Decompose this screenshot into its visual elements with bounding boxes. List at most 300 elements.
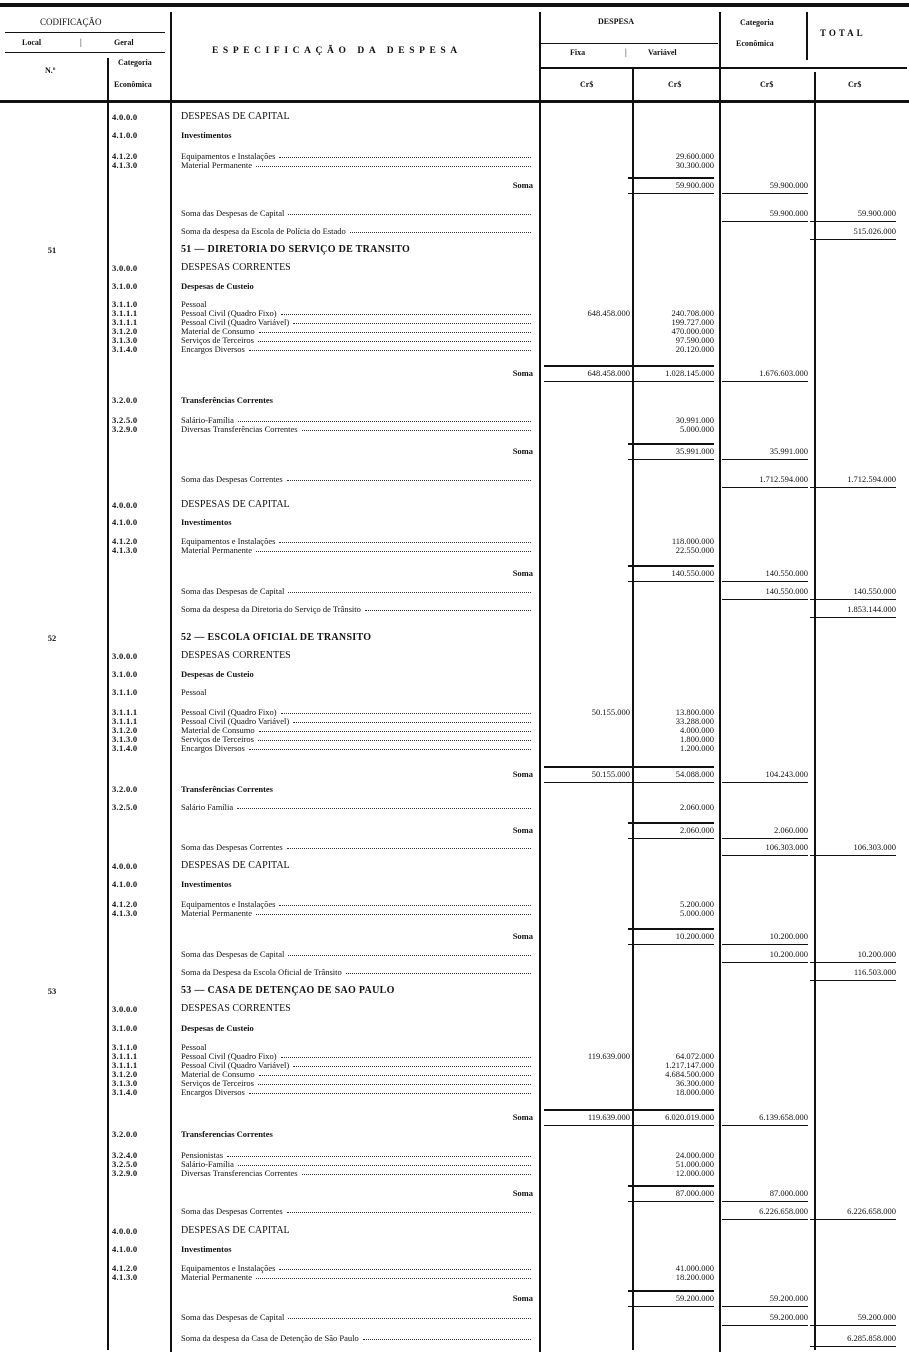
leader-dots	[258, 734, 531, 741]
table-row	[0, 604, 909, 614]
row-description-text: Equipamentos e Instalações	[181, 1263, 276, 1273]
leader-dots	[346, 967, 531, 974]
row-code: 3.1.0.0	[112, 281, 138, 291]
table-row	[0, 669, 909, 679]
row-description	[181, 879, 533, 889]
row-code: 3.2.5.0	[112, 415, 138, 425]
value-total: 59.200.000	[810, 1312, 896, 1326]
row-description	[181, 208, 533, 218]
row-description-text: Pessoal	[181, 299, 207, 309]
table-row	[0, 986, 909, 996]
table-row	[0, 446, 909, 456]
leader-dots	[259, 1069, 531, 1076]
row-description	[181, 669, 533, 679]
row-description-text: Serviços de Terceiros	[181, 335, 254, 345]
row-description-text: Salário-Família	[181, 1159, 234, 1169]
table-row	[0, 424, 909, 434]
value-categoria: 87.000.000	[722, 1188, 808, 1202]
row-description-text: Salário Família	[181, 802, 234, 812]
leader-dots	[259, 725, 531, 732]
row-code: 3.2.9.0	[112, 1168, 138, 1178]
header-local: Local	[22, 38, 42, 47]
row-description-text: Soma da despesa da Escola de Polícia do Estado	[181, 226, 346, 236]
row-code: 3.1.2.0	[112, 326, 138, 336]
table-row	[0, 687, 909, 697]
value-variavel: 29.600.000	[675, 151, 714, 161]
table-row	[0, 344, 909, 354]
row-description	[181, 1129, 533, 1139]
row-description	[181, 842, 533, 852]
table-row	[0, 474, 909, 484]
value-fixa: 50.155.000	[591, 707, 630, 717]
value-categoria: 1.712.594.000	[722, 474, 808, 488]
header-numero: N.º	[45, 66, 56, 75]
row-description-text: Pessoal Civil (Quadro Variável)	[181, 716, 290, 726]
row-description-text: Investimentos	[181, 1244, 232, 1254]
row-description-text: 53 — CASA DE DETENÇÃO DE SÃO PAULO	[181, 986, 395, 996]
row-description-text: Investimentos	[181, 130, 232, 140]
row-description	[181, 1188, 533, 1198]
table-row	[0, 967, 909, 977]
leader-dots	[279, 151, 531, 158]
row-description-text: Soma das Despesas de Capital	[181, 208, 285, 218]
row-code: 3.0.0.0	[112, 1004, 138, 1014]
value-variavel: 36.300.000	[675, 1078, 714, 1088]
row-description-text: Soma das Despesas Correntes	[181, 1206, 283, 1216]
leader-dots	[293, 317, 531, 324]
row-description-text: Salário-Família	[181, 415, 234, 425]
value-variavel: 20.120.000	[675, 344, 714, 354]
leader-dots	[288, 208, 531, 215]
table-row	[0, 568, 909, 578]
table-row	[0, 931, 909, 941]
table-row	[0, 281, 909, 291]
value-variavel: 64.072.000	[675, 1051, 714, 1061]
leader-dots	[238, 1159, 531, 1166]
value-fixa: 648.458.000	[544, 365, 630, 382]
row-code: 4.1.2.0	[112, 151, 138, 161]
value-variavel: 33.288.000	[675, 716, 714, 726]
row-code: 4.1.2.0	[112, 899, 138, 909]
leader-dots	[281, 308, 531, 315]
table-row	[0, 1129, 909, 1139]
value-variavel: 30.991.000	[675, 415, 714, 425]
value-categoria: 140.550.000	[722, 586, 808, 600]
leader-dots	[237, 802, 531, 809]
row-description	[181, 180, 533, 190]
row-description-text: Despesas de Custeio	[181, 1023, 254, 1033]
table-row	[0, 517, 909, 527]
value-variavel: 118.000.000	[671, 536, 714, 546]
leader-dots	[258, 335, 531, 342]
leader-dots	[238, 415, 531, 422]
table-row	[0, 545, 909, 555]
row-code: 4.1.3.0	[112, 1272, 138, 1282]
row-description	[181, 160, 533, 170]
row-description	[181, 500, 533, 510]
table-row	[0, 825, 909, 835]
row-description-text: Soma	[512, 1112, 533, 1122]
row-description-text: Material Permanente	[181, 908, 253, 918]
row-description-text: Soma	[512, 931, 533, 941]
table-row	[0, 245, 909, 255]
table-row	[0, 1312, 909, 1322]
header-bottom-rule	[0, 100, 909, 103]
value-variavel: 24.000.000	[675, 1150, 714, 1160]
row-description	[181, 517, 533, 527]
header-separator: |	[625, 47, 627, 57]
row-description	[181, 474, 533, 484]
row-description	[181, 1168, 533, 1178]
row-description	[181, 1244, 533, 1254]
row-number: 53	[47, 986, 57, 996]
table-row	[0, 651, 909, 661]
row-description-text: Soma	[512, 368, 533, 378]
row-description-text: Material de Consumo	[181, 1069, 255, 1079]
value-categoria: 6.139.658.000	[722, 1112, 808, 1126]
value-categoria: 1.676.603.000	[722, 368, 808, 382]
table-row	[0, 180, 909, 190]
row-description	[181, 1293, 533, 1303]
value-variavel: 1.200.000	[680, 743, 714, 753]
value-fixa: 648.458.000	[587, 308, 630, 318]
row-code: 3.1.4.0	[112, 1087, 138, 1097]
value-categoria: 59.200.000	[722, 1293, 808, 1307]
header-despesa: DESPESA	[598, 17, 635, 26]
row-description	[181, 931, 533, 941]
row-code: 3.1.1.1	[112, 317, 138, 327]
row-description-text: Serviços de Terceiros	[181, 1078, 254, 1088]
value-total: 10.200.000	[810, 949, 896, 963]
row-description-text: Equipamentos e Instalações	[181, 899, 276, 909]
row-description-text: Pessoal	[181, 1042, 207, 1052]
leader-dots	[281, 1051, 531, 1058]
value-categoria: 10.200.000	[722, 931, 808, 945]
row-code: 3.0.0.0	[112, 263, 138, 273]
row-description	[181, 586, 533, 596]
row-description-text: DESPESAS CORRENTES	[181, 651, 291, 661]
row-description-text: Diversas Transferencias Correntes	[181, 1168, 298, 1178]
leader-dots	[302, 1168, 531, 1175]
leader-dots	[259, 326, 531, 333]
leader-dots	[279, 899, 531, 906]
row-description-text: Investimentos	[181, 517, 232, 527]
row-description	[181, 1226, 533, 1236]
table-row	[0, 769, 909, 779]
value-variavel: 12.000.000	[675, 1168, 714, 1178]
row-description-text: Pessoal Civil (Quadro Variável)	[181, 1060, 290, 1070]
row-code: 3.0.0.0	[112, 651, 138, 661]
value-total: 1.712.594.000	[810, 474, 896, 488]
row-description-text: Material Permanente	[181, 160, 253, 170]
row-description-text: Material Permanente	[181, 1272, 253, 1282]
leader-dots	[279, 536, 531, 543]
row-description	[181, 344, 533, 354]
rule	[5, 52, 165, 53]
value-total: 140.550.000	[810, 586, 896, 600]
row-description	[181, 226, 533, 236]
leader-dots	[293, 1060, 531, 1067]
row-code: 3.1.2.0	[112, 725, 138, 735]
rule	[540, 67, 907, 69]
header-categoria-economica: Econômica	[736, 39, 774, 48]
row-description-text: DESPESAS DE CAPITAL	[181, 500, 290, 510]
row-code: 3.1.4.0	[112, 743, 138, 753]
row-code: 3.1.0.0	[112, 1023, 138, 1033]
leader-dots	[249, 344, 531, 351]
row-code: 3.1.1.1	[112, 308, 138, 318]
row-code: 3.2.0.0	[112, 395, 138, 405]
row-description	[181, 687, 533, 697]
value-variavel: 41.000.000	[675, 1263, 714, 1273]
leader-dots	[279, 1263, 531, 1270]
value-variavel: 54.088.000	[628, 766, 714, 783]
row-description-text: Material Permanente	[181, 545, 253, 555]
table-row	[0, 1293, 909, 1303]
rule	[5, 32, 165, 33]
row-description	[181, 769, 533, 779]
row-description	[181, 908, 533, 918]
row-description	[181, 1004, 533, 1014]
table-row	[0, 263, 909, 273]
row-description-text: DESPESAS CORRENTES	[181, 1004, 291, 1014]
row-code: 3.1.3.0	[112, 335, 138, 345]
row-code: 4.0.0.0	[112, 1226, 138, 1236]
row-code: 3.2.4.0	[112, 1150, 138, 1160]
value-variavel: 2.060.000	[628, 822, 714, 839]
value-categoria: 140.550.000	[722, 568, 808, 582]
header-especificacao: ESPECIFICAÇÃO DA DESPESA	[212, 46, 462, 56]
row-code: 3.1.1.0	[112, 1042, 138, 1052]
value-total: 116.503.000	[810, 967, 896, 981]
leader-dots	[249, 1087, 531, 1094]
currency-variavel: Cr$	[668, 80, 682, 89]
row-description-text: Investimentos	[181, 879, 232, 889]
table-row	[0, 842, 909, 852]
row-description	[181, 1023, 533, 1033]
value-variavel: 5.000.000	[680, 908, 714, 918]
row-number: 51	[47, 245, 57, 255]
value-categoria: 59.900.000	[722, 180, 808, 194]
row-description-text: 51 — DIRETORIA DO SERVIÇO DE TRANSITO	[181, 245, 411, 255]
table-row	[0, 1226, 909, 1236]
value-fixa: 119.639.000	[587, 1051, 630, 1061]
leader-dots	[287, 1206, 531, 1213]
row-description	[181, 861, 533, 871]
table-row	[0, 1168, 909, 1178]
header-separator: |	[80, 37, 82, 47]
value-variavel: 97.590.000	[675, 335, 714, 345]
currency-fixa: Cr$	[580, 80, 594, 89]
leader-dots	[288, 1312, 531, 1319]
leader-dots	[256, 908, 531, 915]
row-description-text: Soma	[512, 825, 533, 835]
value-variavel: 59.200.000	[628, 1290, 714, 1307]
leader-dots	[365, 604, 531, 611]
value-categoria: 35.991.000	[722, 446, 808, 460]
row-code: 3.1.2.0	[112, 1069, 138, 1079]
value-categoria: 59.900.000	[722, 208, 808, 222]
table-row	[0, 586, 909, 596]
table-row	[0, 500, 909, 510]
row-description	[181, 1333, 533, 1343]
row-code: 3.1.1.1	[112, 1051, 138, 1061]
leader-dots	[288, 586, 531, 593]
row-code: 3.2.0.0	[112, 784, 138, 794]
table-row	[0, 1272, 909, 1282]
currency-categoria: Cr$	[760, 80, 774, 89]
value-variavel: 87.000.000	[628, 1185, 714, 1202]
value-categoria: 104.243.000	[722, 769, 808, 783]
header-codificacao: CODIFICAÇÃO	[40, 17, 102, 27]
row-code: 3.1.1.1	[112, 716, 138, 726]
value-variavel: 30.300.000	[675, 160, 714, 170]
header-fixa: Fixa	[570, 48, 586, 57]
leader-dots	[363, 1333, 531, 1340]
row-code: 4.1.3.0	[112, 908, 138, 918]
table-row	[0, 802, 909, 812]
header-categoria: Categoria	[118, 58, 152, 67]
table-row	[0, 784, 909, 794]
row-description	[181, 368, 533, 378]
row-code: 3.2.5.0	[112, 1159, 138, 1169]
table-row	[0, 879, 909, 889]
leader-dots	[288, 949, 531, 956]
row-description-text: Pensionistas	[181, 1150, 224, 1160]
value-variavel: 22.550.000	[675, 545, 714, 555]
row-code: 4.1.3.0	[112, 160, 138, 170]
table-row	[0, 1206, 909, 1216]
table-row	[0, 1087, 909, 1097]
row-description-text: 52 — ESCOLA OFICIAL DE TRANSITO	[181, 633, 372, 643]
row-description-text: Diversas Transferências Correntes	[181, 424, 298, 434]
table-row	[0, 226, 909, 236]
row-code: 4.1.0.0	[112, 1244, 138, 1254]
table-row	[0, 395, 909, 405]
table-row	[0, 112, 909, 122]
row-description-text: Pessoal	[181, 687, 207, 697]
row-description-text: DESPESAS DE CAPITAL	[181, 112, 290, 122]
value-categoria: 106.303.000	[722, 842, 808, 856]
row-description-text: Equipamentos e Instalações	[181, 536, 276, 546]
table-row	[0, 949, 909, 959]
row-description-text: Soma das Despesas Correntes	[181, 842, 283, 852]
row-description	[181, 651, 533, 661]
row-code: 4.1.0.0	[112, 130, 138, 140]
row-code: 3.1.4.0	[112, 344, 138, 354]
value-total: 515.026.000	[810, 226, 896, 240]
row-description-text: Transferencias Correntes	[181, 1129, 273, 1139]
row-description-text: Pessoal Civil (Quadro Variável)	[181, 317, 290, 327]
row-description-text: Pessoal Civil (Quadro Fixo)	[181, 308, 277, 318]
row-description-text: Soma	[512, 769, 533, 779]
value-total: 6.226.658.000	[810, 1206, 896, 1220]
row-description	[181, 986, 533, 996]
value-total: 59.900.000	[810, 208, 896, 222]
rule	[540, 43, 718, 44]
row-description	[181, 130, 533, 140]
row-number: 52	[47, 633, 57, 643]
value-categoria: 59.200.000	[722, 1312, 808, 1326]
row-code: 4.0.0.0	[112, 861, 138, 871]
leader-dots	[249, 743, 531, 750]
table-row	[0, 1333, 909, 1343]
row-code: 4.1.2.0	[112, 1263, 138, 1273]
row-description-text: Soma das Despesas Correntes	[181, 474, 283, 484]
header-geral: Geral	[114, 38, 134, 47]
header-categoria-economica: Categoria	[740, 18, 774, 27]
row-description-text: DESPESAS CORRENTES	[181, 263, 291, 273]
header-total: TOTAL	[820, 28, 866, 38]
row-description	[181, 545, 533, 555]
row-description	[181, 1272, 533, 1282]
row-code: 4.1.3.0	[112, 545, 138, 555]
row-description-text: Encargos Diversos	[181, 743, 245, 753]
leader-dots	[293, 716, 531, 723]
leader-dots	[227, 1150, 531, 1157]
value-variavel: 1.217.147.000	[665, 1060, 714, 1070]
row-description	[181, 245, 533, 255]
leader-dots	[256, 545, 531, 552]
table-row	[0, 1004, 909, 1014]
row-description	[181, 424, 533, 434]
table-row	[0, 1112, 909, 1122]
row-description	[181, 281, 533, 291]
row-description-text: Serviços de Terceiros	[181, 734, 254, 744]
row-description	[181, 604, 533, 614]
row-description-text: Transferências Correntes	[181, 784, 273, 794]
row-code: 4.1.2.0	[112, 536, 138, 546]
table-row	[0, 633, 909, 643]
value-total: 6.285.858.000	[810, 1333, 896, 1347]
currency-total: Cr$	[848, 80, 862, 89]
value-variavel: 13.800.000	[675, 707, 714, 717]
row-description-text: Despesas de Custeio	[181, 669, 254, 679]
value-categoria: 6.226.658.000	[722, 1206, 808, 1220]
row-description-text: Soma	[512, 1293, 533, 1303]
table-row	[0, 1244, 909, 1254]
table-row	[0, 160, 909, 170]
row-code: 4.0.0.0	[112, 500, 138, 510]
value-variavel: 35.991.000	[628, 443, 714, 460]
row-description	[181, 967, 533, 977]
value-variavel: 140.550.000	[628, 565, 714, 582]
row-description-text: Material de Consumo	[181, 725, 255, 735]
leader-dots	[287, 474, 531, 481]
value-fixa: 119.639.000	[544, 1109, 630, 1126]
row-code: 3.1.0.0	[112, 669, 138, 679]
row-description-text: Soma	[512, 568, 533, 578]
top-rule	[0, 3, 909, 7]
row-description	[181, 112, 533, 122]
value-variavel: 10.200.000	[628, 928, 714, 945]
row-description	[181, 568, 533, 578]
row-code: 4.1.0.0	[112, 879, 138, 889]
row-description-text: Pessoal Civil (Quadro Fixo)	[181, 707, 277, 717]
row-code: 3.2.9.0	[112, 424, 138, 434]
row-description-text: Soma das Despesas de Capital	[181, 586, 285, 596]
value-variavel: 18.000.000	[675, 1087, 714, 1097]
row-description-text: Material de Consumo	[181, 326, 255, 336]
row-description	[181, 825, 533, 835]
row-description	[181, 263, 533, 273]
column-divider	[806, 12, 808, 60]
leader-dots	[287, 842, 531, 849]
leader-dots	[258, 1078, 531, 1085]
row-description-text: Soma da despesa da Casa de Detenção de São Paulo	[181, 1333, 359, 1343]
value-variavel: 240.708.000	[671, 308, 714, 318]
row-code: 4.0.0.0	[112, 112, 138, 122]
